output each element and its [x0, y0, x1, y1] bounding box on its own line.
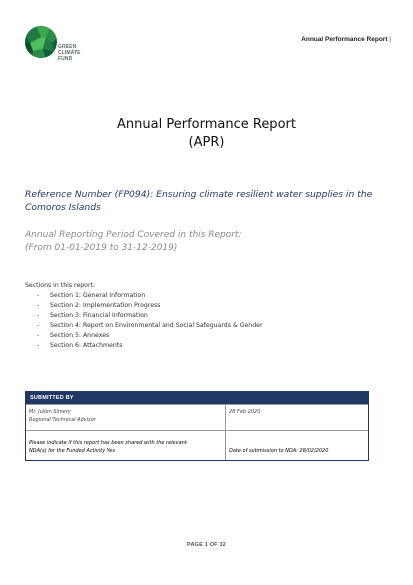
section-item-label: Section 6: Attachments	[50, 342, 123, 350]
reference-line: Comoros Islands	[25, 201, 101, 213]
section-item-label: Section 4: Report on Environmental and Social Safeguards & Gender	[50, 322, 263, 330]
section-item	[37, 301, 263, 311]
submitter-cell	[26, 405, 226, 430]
sections-list	[37, 291, 263, 352]
running-header-title: Annual Performance Report	[301, 36, 388, 43]
nda-note-line: NDA(s) for the Funded Activity Yes	[29, 448, 115, 454]
document-subtitle: (APR)	[188, 135, 225, 150]
logo-text-line: CLIMATE	[58, 50, 81, 56]
reference-line: Reference Number (FP094): Ensuring climate resilient water supplies in the	[25, 189, 373, 200]
reporting-period-label: Annual Reporting Period Covered in this Report:	[25, 230, 242, 240]
nda-note-line: Please indicate if this report has been shared with the relevant	[29, 440, 187, 446]
running-header	[301, 36, 391, 43]
nda-row	[26, 430, 368, 460]
list-dash: -	[37, 322, 40, 330]
sections-label: Sections in this report:	[25, 282, 96, 289]
running-header-separator: |	[389, 36, 391, 43]
section-item-label: Section 5: Annexes	[50, 332, 110, 340]
section-item	[37, 311, 263, 321]
list-dash: -	[37, 342, 40, 350]
section-item	[37, 291, 263, 301]
page-number: PAGE 1 OF 32	[187, 542, 226, 548]
list-dash: -	[37, 302, 40, 310]
section-item	[37, 341, 263, 351]
list-dash: -	[37, 332, 40, 340]
logo-text-line: FUND	[58, 56, 73, 62]
reporting-period	[25, 229, 242, 255]
submitted-by-header: SUBMITTED BY	[26, 392, 368, 404]
submission-date: 28 Feb 2020	[229, 409, 261, 415]
reporting-period-dates: (From 01-01-2019 to 31-12-2019)	[25, 243, 178, 253]
nda-note-cell	[26, 431, 226, 460]
list-dash: -	[37, 292, 40, 299]
section-item	[37, 331, 263, 341]
submitter-role: Regional Technical Advisor	[29, 417, 96, 423]
reference-number	[25, 189, 385, 214]
document-title: Annual Performance Report	[117, 117, 296, 132]
gcf-globe-icon	[24, 25, 58, 59]
nda-submission-date: Date of submission to NDA: 28/02/2020	[229, 448, 329, 454]
list-dash: -	[37, 312, 40, 320]
submitted-by-table	[25, 391, 369, 461]
section-item	[37, 321, 263, 331]
gcf-logo-text	[58, 44, 81, 62]
section-item-label: Section 3: Financial Information	[50, 312, 148, 320]
submitter-row	[26, 404, 368, 430]
submitter-name: Mr. Julien Simery	[29, 409, 71, 415]
logo-text-line: GREEN	[58, 44, 77, 50]
section-item-label: Section 1: General Information	[50, 292, 146, 299]
gcf-logo	[24, 25, 104, 65]
section-item-label: Section 2: Implementation Progress	[50, 302, 161, 310]
